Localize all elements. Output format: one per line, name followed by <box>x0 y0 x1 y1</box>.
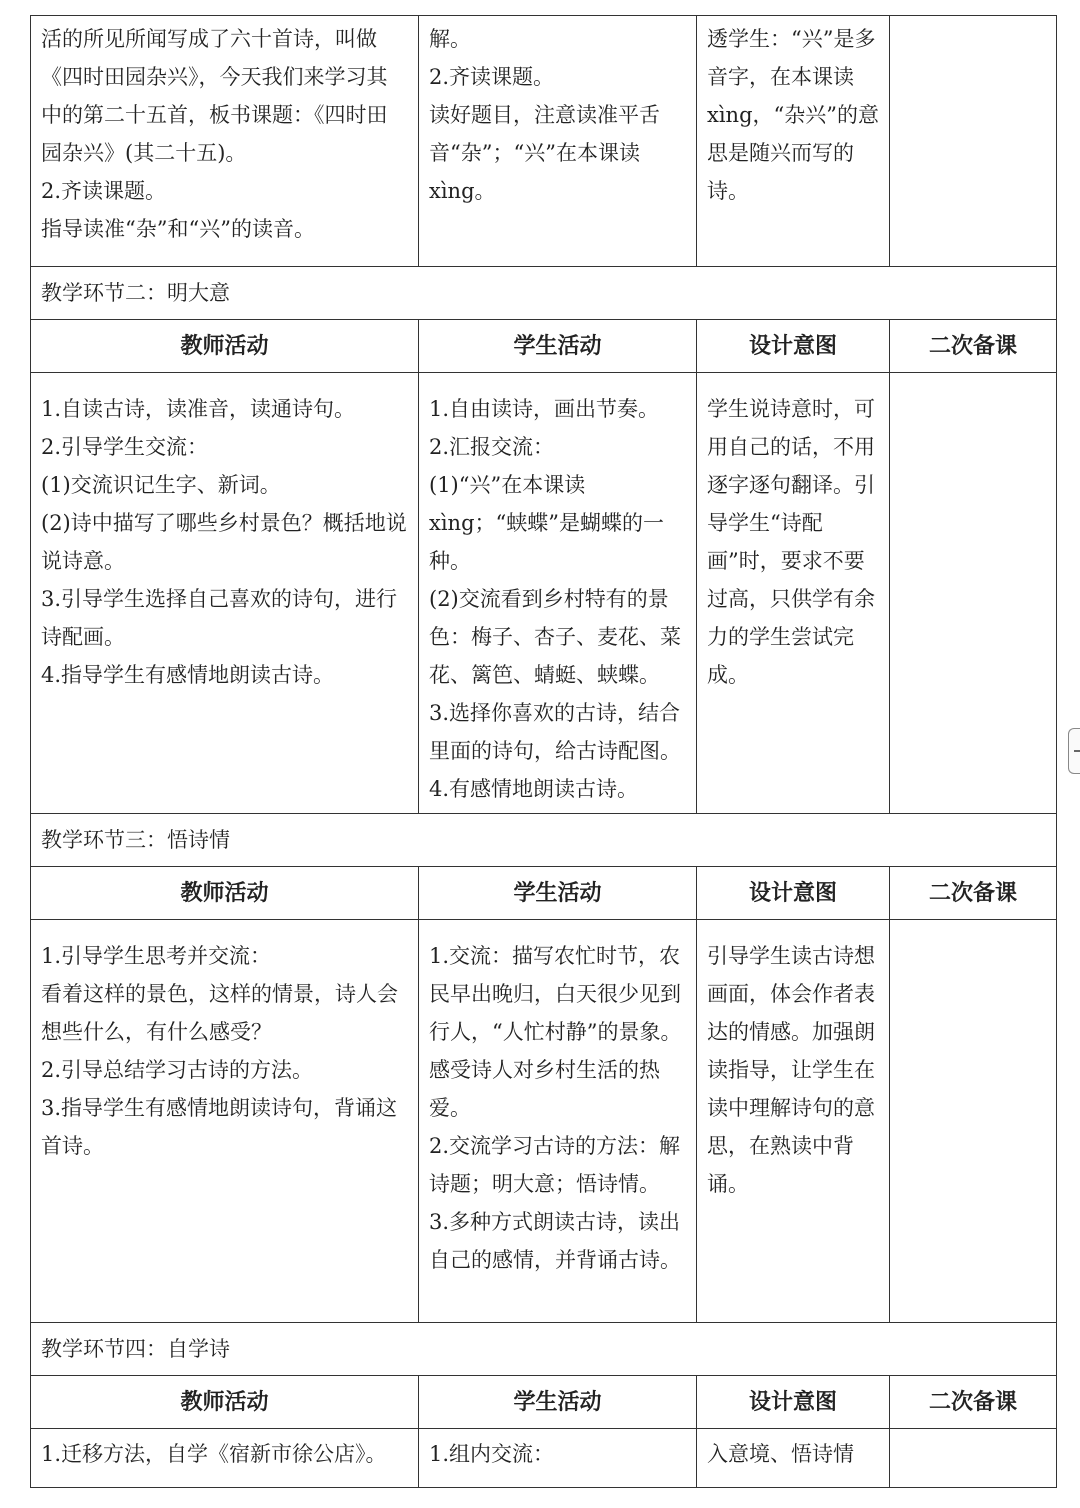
header-student-activity: 学生活动 <box>513 880 602 906</box>
section-title-row <box>31 267 1057 320</box>
second-prep-text <box>890 16 1056 20</box>
content-row <box>31 920 1057 1323</box>
column-header-row <box>31 867 1057 920</box>
design-intent-text: 透学生：“兴”是多音字，在本课读 xìng，“杂兴”的意思是随兴而写的诗。 <box>707 27 879 203</box>
design-intent-cell <box>697 16 890 267</box>
header-teacher-activity: 教师活动 <box>180 1389 269 1415</box>
header-second-prep: 二次备课 <box>928 1389 1017 1415</box>
side-scroll-handle-icon[interactable] <box>1068 728 1080 774</box>
student-activity-text: 解。 2.齐读课题。 读好题目，注意读准平舌音“杂”；“兴”在本课读 xìng。 <box>429 27 660 203</box>
second-prep-text <box>890 1429 1056 1435</box>
student-activity-text: 1.组内交流： <box>429 1442 555 1466</box>
section-title: 教学环节二：明大意 <box>41 281 230 305</box>
teacher-activity-cell <box>31 16 419 267</box>
teacher-activity-text: 活的所见所闻写成了六十首诗，叫做《四时田园杂兴》，今天我们来学习其中的第二十五首，板书课题：《四时田园杂兴》(其二十五)。 2.齐读课题。 指导读准“杂”和“兴”的读音。 <box>41 27 388 241</box>
student-activity-cell <box>419 16 697 267</box>
student-activity-text: 1.自由读诗，画出节奏。 2.汇报交流： (1)“兴”在本课读 xìng；“蛱蝶”是蝴蝶的一种。 (2)交流看到乡村特有的景色：梅子、杏子、麦花、菜花、篱笆、蜻蜓、蛱蝶。 3.选择你喜欢的古诗，结合里面的诗句，给古诗配图。 4.有感情地朗读古诗。 <box>429 397 681 801</box>
teacher-activity-text: 1.引导学生思考并交流： 看着这样的景色，这样的情景，诗人会想些什么，有什么感受？ 2.引导总结学习古诗的方法。 3.指导学生有感情地朗读诗句，背诵这首诗。 <box>41 944 398 1158</box>
header-student-activity: 学生活动 <box>513 1389 602 1415</box>
section-title-row <box>31 814 1057 867</box>
header-design-intent: 设计意图 <box>748 880 837 906</box>
continued-row <box>31 16 1057 267</box>
column-header-row <box>31 320 1057 373</box>
content-row <box>31 1429 1057 1488</box>
design-intent-text: 引导学生读古诗想画面，体会作者表达的情感。加强朗读指导，让学生在读中理解诗句的意思，在熟读中背诵。 <box>707 944 875 1196</box>
header-design-intent: 设计意图 <box>748 333 837 359</box>
second-prep-text <box>890 373 1056 390</box>
section-title-row <box>31 1323 1057 1376</box>
second-prep-cell <box>890 16 1057 267</box>
student-activity-text: 1.交流：描写农忙时节，农民早出晚归，白天很少见到行人，“人忙村静”的景象。感受诗人对乡村生活的热爱。 2.交流学习古诗的方法：解诗题；明大意；悟诗情。 3.多种方式朗读古诗，读出自己的感情，并背诵古诗。 <box>429 944 682 1272</box>
header-second-prep: 二次备课 <box>928 880 1017 906</box>
header-design-intent: 设计意图 <box>748 1389 837 1415</box>
second-prep-text <box>890 920 1056 937</box>
content-row <box>31 373 1057 814</box>
design-intent-text: 入意境、悟诗情 <box>707 1442 854 1466</box>
teacher-activity-text: 1.迁移方法，自学《宿新市徐公店》。 <box>41 1442 387 1466</box>
design-intent-text: 学生说诗意时，可用自己的话，不用逐字逐句翻译。引导学生“诗配画”时，要求不要过高，只供学有余力的学生尝试完成。 <box>707 397 875 687</box>
header-second-prep: 二次备课 <box>928 333 1017 359</box>
lesson-plan-table <box>30 15 1057 1488</box>
section-title: 教学环节四：自学诗 <box>41 1337 230 1361</box>
column-header-row <box>31 1376 1057 1429</box>
header-student-activity: 学生活动 <box>513 333 602 359</box>
teacher-activity-text: 1.自读古诗，读准音，读通诗句。 2.引导学生交流： (1)交流识记生字、新词。 (2)诗中描写了哪些乡村景色？概括地说说诗意。 3.引导学生选择自己喜欢的诗句，进行诗配画。 4.指导学生有感情地朗读古诗。 <box>41 397 407 687</box>
header-teacher-activity: 教师活动 <box>180 880 269 906</box>
header-teacher-activity: 教师活动 <box>180 333 269 359</box>
section-title: 教学环节三：悟诗情 <box>41 828 230 852</box>
